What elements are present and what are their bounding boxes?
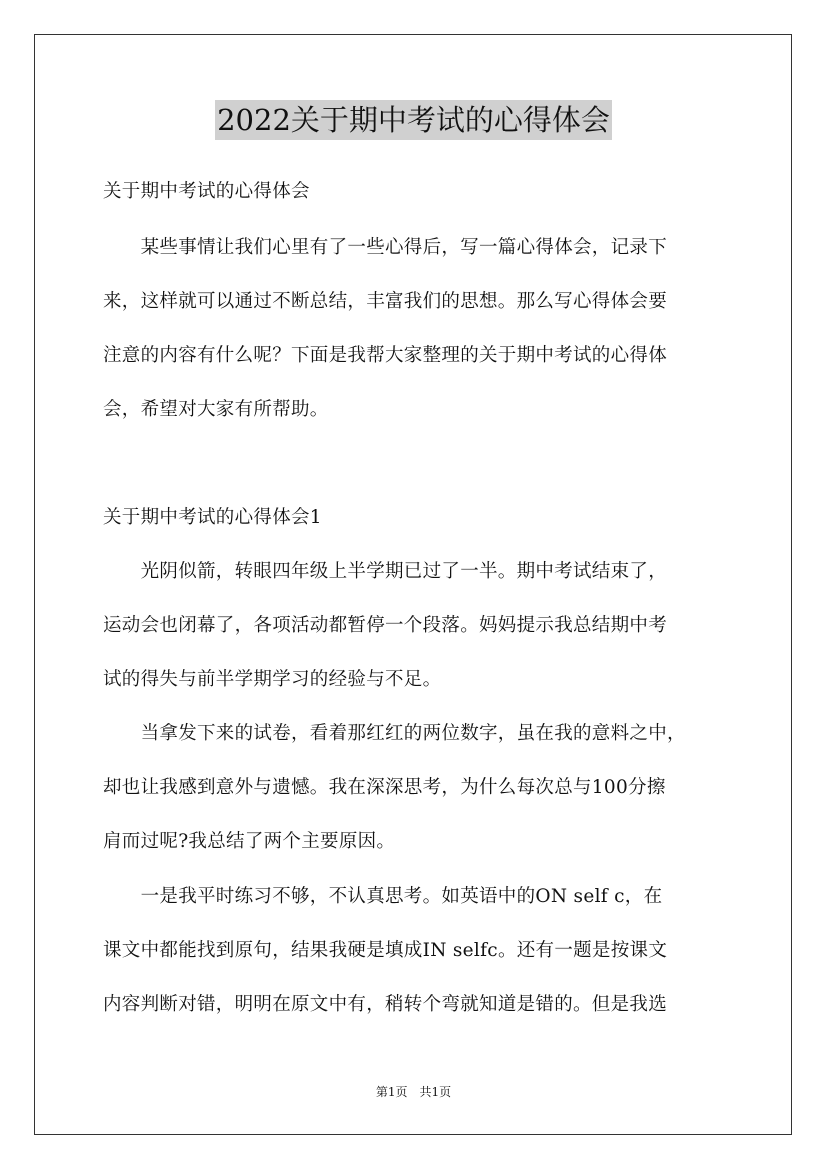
- paragraph-line: 却也让我感到意外与遗憾。我在深深思考，为什么每次总与100分擦: [103, 777, 666, 798]
- paragraph-line: 光阴似箭，转眼四年级上半学期已过了一半。期中考试结束了，: [103, 561, 668, 582]
- document-title: 2022关于期中考试的心得体会: [215, 100, 612, 140]
- paragraph-line: 内容判断对错，明明在原文中有，稍转个弯就知道是错的。但是我选: [103, 994, 668, 1015]
- paragraph-line: 一是我平时练习不够，不认真思考。如英语中的ON self c，在: [103, 886, 663, 907]
- paragraph-line: 当拿发下来的试卷，看着那红红的两位数字，虽在我的意料之中，: [103, 723, 686, 744]
- paragraph-line: 会，希望对大家有所帮助。: [103, 399, 329, 420]
- page-number-label: 第1页 共1页: [375, 1085, 452, 1099]
- paragraph-line: 课文中都能找到原句，结果我硬是填成IN selfc。还有一题是按课文: [103, 940, 668, 961]
- paragraph-line: 来，这样就可以通过不断总结，丰富我们的思想。那么写心得体会要: [103, 291, 668, 312]
- page-footer: [0, 1084, 827, 1100]
- paragraph-line: 注意的内容有什么呢？下面是我帮大家整理的关于期中考试的心得体: [103, 345, 668, 366]
- paragraph-line: 某些事情让我们心里有了一些心得后，写一篇心得体会，记录下: [103, 237, 668, 258]
- heading-intro: 关于期中考试的心得体会: [103, 181, 310, 202]
- paragraph-line: 运动会也闭幕了，各项活动都暂停一个段落。妈妈提示我总结期中考: [103, 615, 668, 636]
- paragraph-line: 试的得失与前半学期学习的经验与不足。: [103, 669, 442, 690]
- paragraph-line: 肩而过呢?我总结了两个主要原因。: [103, 831, 396, 852]
- title-container: [0, 100, 827, 140]
- heading-section-1: 关于期中考试的心得体会1: [103, 507, 322, 528]
